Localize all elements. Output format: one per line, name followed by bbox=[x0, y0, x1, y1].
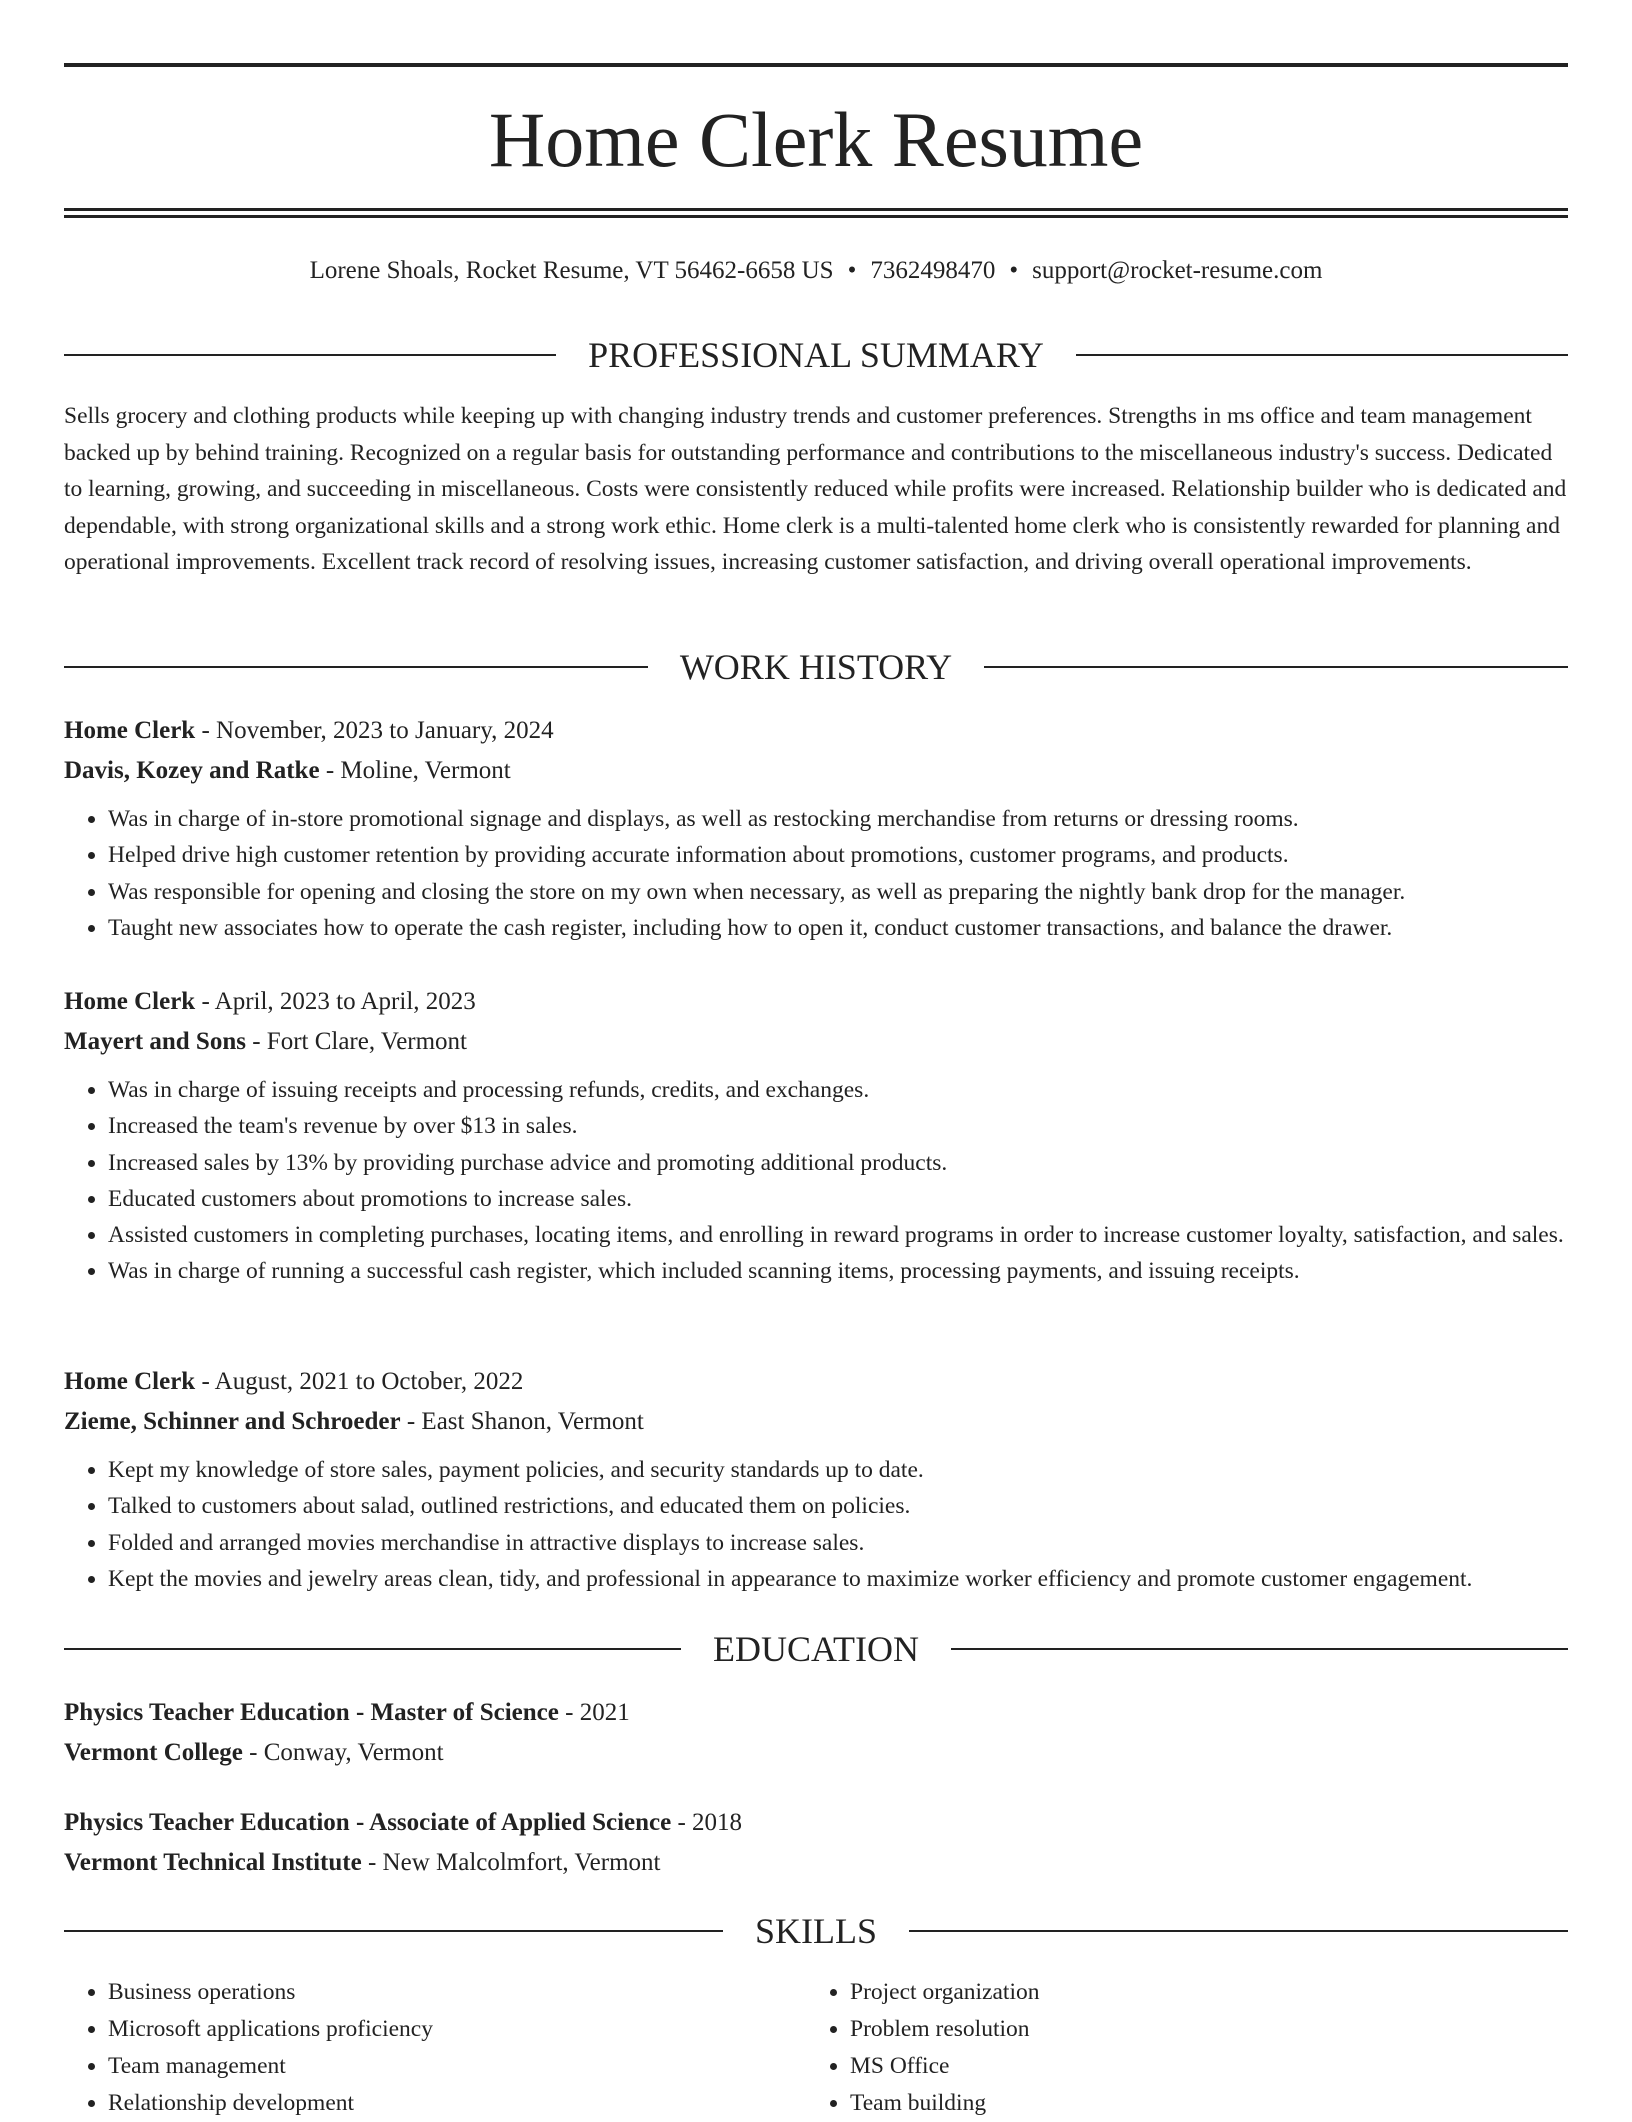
education-school-line bbox=[64, 1843, 1568, 1883]
education-school: Vermont Technical Institute bbox=[64, 1849, 362, 1876]
skill-item: • Business operations bbox=[108, 1974, 806, 2011]
skill-item: • Team building bbox=[850, 2085, 1548, 2122]
contact-phone: 7362498470 bbox=[870, 257, 996, 284]
education-degree: Physics Teacher Education - Associate of Applied Science bbox=[64, 1809, 672, 1836]
job-company: Davis, Kozey and Ratke bbox=[64, 757, 320, 784]
job-company: Zieme, Schinner and Schroeder bbox=[64, 1408, 401, 1435]
education-year: - 2021 bbox=[558, 1699, 630, 1726]
skills-column-right bbox=[806, 1974, 1548, 2122]
education-entry bbox=[64, 1803, 1568, 1883]
list-item: • Talked to customers about salad, outlined restrictions, and educated them on policies. bbox=[108, 1488, 1568, 1524]
title-double-rule bbox=[64, 208, 1568, 218]
skill-item: • Team management bbox=[108, 2048, 806, 2085]
skill-item: • Project organization bbox=[850, 1974, 1548, 2011]
skills-column-left bbox=[64, 1974, 806, 2122]
education-location: - New Malcolmfort, Vermont bbox=[361, 1849, 661, 1876]
section-header-education bbox=[64, 1627, 1568, 1671]
education-year: - 2018 bbox=[671, 1809, 743, 1836]
job-entry bbox=[64, 1362, 1568, 1597]
job-company-line bbox=[64, 1022, 1568, 1062]
section-title-skills: SKILLS bbox=[755, 1911, 878, 1951]
section-rule-right bbox=[1076, 354, 1568, 356]
list-item: • Increased sales by 13% by providing purchase advice and promoting additional products. bbox=[108, 1145, 1568, 1181]
section-rule-right bbox=[909, 1930, 1568, 1932]
education-degree: Physics Teacher Education - Master of Science bbox=[64, 1699, 559, 1726]
page-title: Home Clerk Resume bbox=[488, 96, 1144, 183]
education-school: Vermont College bbox=[64, 1739, 243, 1766]
skill-item: • Problem resolution bbox=[850, 2011, 1548, 2048]
list-item: • Was responsible for opening and closing the store on my own when necessary, as well as preparing the nightly bank drop for the manager. bbox=[108, 874, 1568, 910]
job-bullets bbox=[64, 1072, 1568, 1290]
list-item: • Was in charge of running a successful cash register, which included scanning items, processing payments, and issuing receipts. bbox=[108, 1253, 1568, 1289]
list-item: • Helped drive high customer retention by providing accurate information about promotions, customer programs, and products. bbox=[108, 837, 1568, 873]
skill-item: • Relationship development bbox=[108, 2085, 806, 2122]
contact-line bbox=[64, 254, 1568, 288]
job-title-line bbox=[64, 982, 1568, 1022]
section-rule-right bbox=[951, 1648, 1568, 1650]
list-item: • Educated customers about promotions to increase sales. bbox=[108, 1181, 1568, 1217]
section-rule-left bbox=[64, 1930, 723, 1932]
skill-item: • MS Office bbox=[850, 2048, 1548, 2085]
contact-email: support@rocket-resume.com bbox=[1032, 257, 1323, 284]
top-rule bbox=[64, 63, 1568, 67]
job-entry bbox=[64, 982, 1568, 1290]
job-bullets bbox=[64, 801, 1568, 946]
section-rule-left bbox=[64, 1648, 681, 1650]
education-degree-line bbox=[64, 1803, 1568, 1843]
list-item: • Was in charge of issuing receipts and processing refunds, credits, and exchanges. bbox=[108, 1072, 1568, 1108]
education-degree-line bbox=[64, 1693, 1568, 1733]
job-dates: - November, 2023 to January, 2024 bbox=[195, 717, 554, 744]
section-title-work: WORK HISTORY bbox=[679, 647, 953, 687]
section-header-skills bbox=[64, 1909, 1568, 1953]
job-dates: - April, 2023 to April, 2023 bbox=[195, 988, 476, 1015]
job-location: - East Shanon, Vermont bbox=[400, 1408, 644, 1435]
list-item: • Increased the team's revenue by over $13 in sales. bbox=[108, 1108, 1568, 1144]
contact-address: Lorene Shoals, Rocket Resume, VT 56462-6658 US bbox=[309, 257, 834, 284]
section-rule-left bbox=[64, 354, 556, 356]
job-title: Home Clerk bbox=[64, 988, 196, 1015]
section-title-education: EDUCATION bbox=[713, 1629, 919, 1669]
summary-text: Sells grocery and clothing products while keeping up with changing industry trends and customer preferences. Strengths in ms office and team management backed up by behind training. Recognized on a regular basis for outstanding performance and contributions to the miscellaneous industry's success. Dedicated to learning, growing, and succeeding in miscellaneous. Costs were consistently reduced while profits were increased. Relationship builder who is dedicated and dependable, with strong organizational skills and a strong work ethic. Home clerk is a multi-talented home clerk who is consistently rewarded for planning and operational improvements. Excellent track record of resolving issues, increasing customer satisfaction, and driving overall operational improvements. bbox=[64, 403, 1567, 575]
job-title: Home Clerk bbox=[64, 1368, 196, 1395]
contact-separator: • bbox=[847, 257, 857, 284]
job-title-line bbox=[64, 1362, 1568, 1402]
job-title: Home Clerk bbox=[64, 717, 196, 744]
section-rule-right bbox=[984, 666, 1568, 668]
skills-list bbox=[64, 1974, 1568, 2122]
list-item: • Kept my knowledge of store sales, payment policies, and security standards up to date. bbox=[108, 1452, 1568, 1488]
section-title-summary: PROFESSIONAL SUMMARY bbox=[588, 335, 1044, 375]
list-item: • Assisted customers in completing purchases, locating items, and enrolling in reward programs in order to increase customer loyalty, satisfaction, and sales. bbox=[108, 1217, 1568, 1253]
education-entry bbox=[64, 1693, 1568, 1773]
job-company-line bbox=[64, 1402, 1568, 1442]
job-company: Mayert and Sons bbox=[64, 1028, 246, 1055]
section-rule-left bbox=[64, 666, 648, 668]
job-dates: - August, 2021 to October, 2022 bbox=[195, 1368, 524, 1395]
job-company-line bbox=[64, 751, 1568, 791]
education-school-line bbox=[64, 1733, 1568, 1773]
section-header-summary bbox=[64, 333, 1568, 377]
contact-separator: • bbox=[1009, 257, 1019, 284]
job-location: - Fort Clare, Vermont bbox=[245, 1028, 468, 1055]
education-location: - Conway, Vermont bbox=[242, 1739, 444, 1766]
skill-item: • Microsoft applications proficiency bbox=[108, 2011, 806, 2048]
job-bullets bbox=[64, 1452, 1568, 1597]
list-item: • Was in charge of in-store promotional signage and displays, as well as restocking merchandise from returns or dressing rooms. bbox=[108, 801, 1568, 837]
list-item: • Folded and arranged movies merchandise in attractive displays to increase sales. bbox=[108, 1525, 1568, 1561]
job-entry bbox=[64, 711, 1568, 946]
job-title-line bbox=[64, 711, 1568, 751]
list-item: • Taught new associates how to operate the cash register, including how to open it, conduct customer transactions, and balance the drawer. bbox=[108, 910, 1568, 946]
list-item: • Kept the movies and jewelry areas clean, tidy, and professional in appearance to maximize worker efficiency and promote customer engagement. bbox=[108, 1561, 1568, 1597]
section-header-work bbox=[64, 645, 1568, 689]
job-location: - Moline, Vermont bbox=[319, 757, 511, 784]
